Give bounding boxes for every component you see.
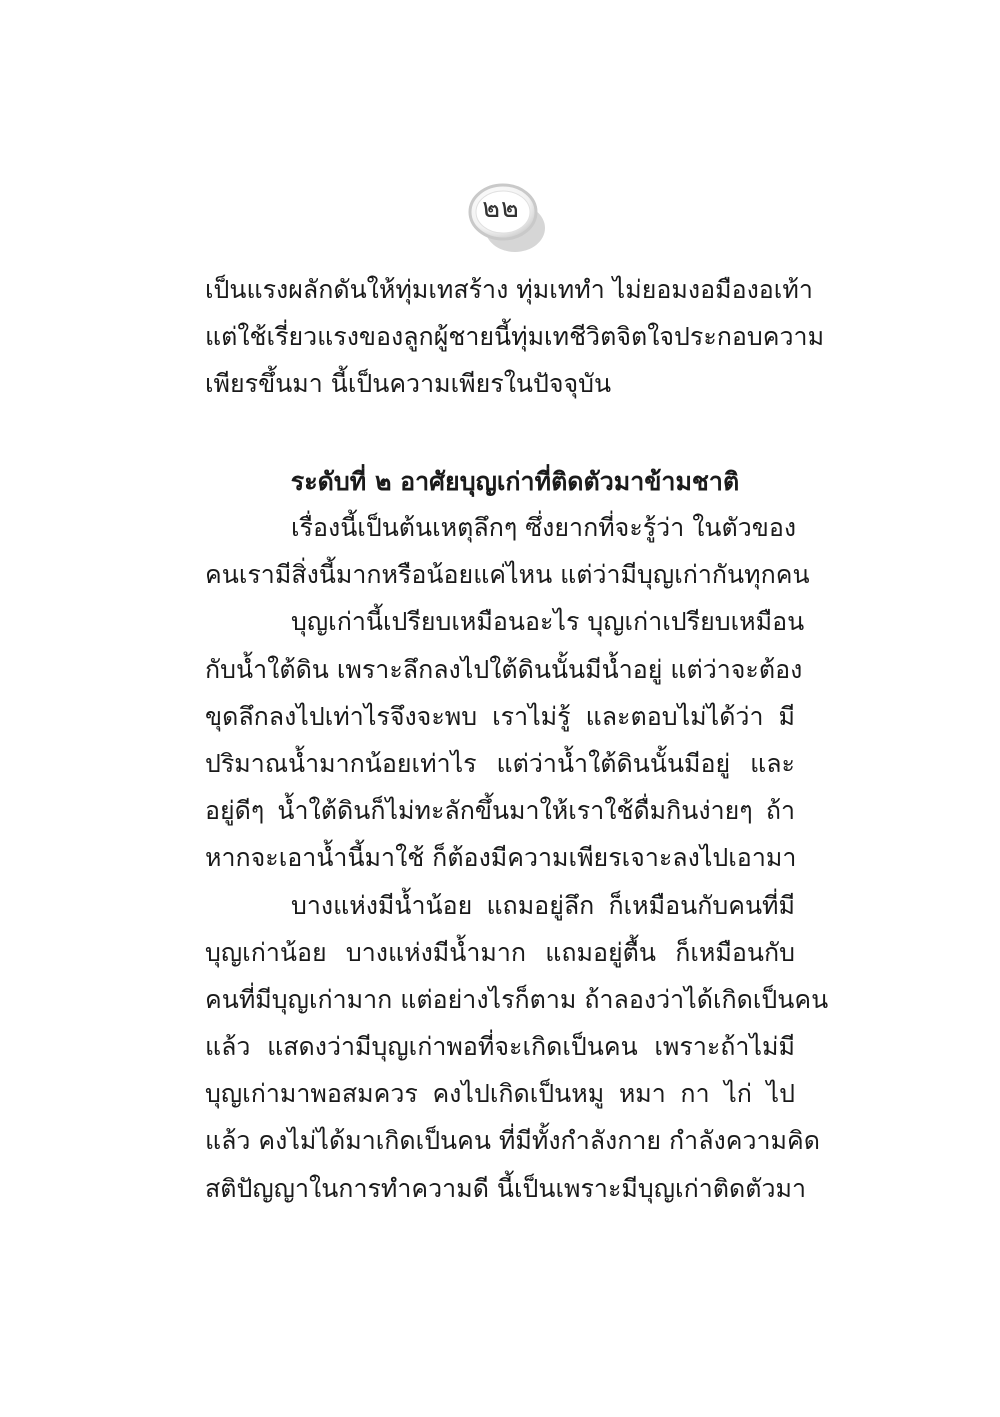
- text-line: คนเรามีสิ่งนี้มากหรือน้อยแค่ไหน แต่ว่ามีบุญเก่ากันทุกคน: [205, 560, 810, 590]
- text-line: แต่ใช้เรี่ยวแรงของลูกผู้ชายนี้ทุ่มเทชีวิตจิตใจประกอบความ: [205, 322, 825, 351]
- text-line: อยู่ดีๆ น้ำใต้ดินก็ไม่ทะลักขึ้นมาให้เราใช้ดื่มกินง่ายๆ ถ้า: [205, 796, 795, 826]
- text-line: กับน้ำใต้ดิน เพราะลึกลงไปใต้ดินนั้นมีน้ำอยู่ แต่ว่าจะต้อง: [205, 654, 803, 684]
- text-line: บุญเก่าน้อย บางแห่งมีน้ำมาก แถมอยู่ตื้น ก็เหมือนกับ: [205, 937, 795, 967]
- text-line: คนที่มีบุญเก่ามาก แต่อย่างไรก็ตาม ถ้าลองว่าได้เกิดเป็นคน: [205, 984, 829, 1014]
- text-line: สติปัญญาในการทำความดี นี้เป็นเพราะมีบุญเก่าติดตัวมา: [205, 1173, 807, 1203]
- text-line: ปริมาณน้ำมากน้อยเท่าไร แต่ว่าน้ำใต้ดินนั้นมีอยู่ และ: [205, 748, 795, 778]
- text-line: หากจะเอาน้ำนี้มาใช้ ก็ต้องมีความเพียรเจาะลงไปเอามา: [205, 843, 797, 873]
- text-line: แล้ว คงไม่ได้มาเกิดเป็นคน ที่มีทั้งกำลังกาย กำลังความคิด: [205, 1126, 820, 1156]
- text-line: บุญเก่านี้เปรียบเหมือนอะไร บุญเก่าเปรียบเหมือน: [291, 607, 805, 637]
- text-line: ขุดลึกลงไปเท่าไรจึงจะพบ เราไม่รู้ และตอบไม่ได้ว่า มี: [205, 701, 795, 731]
- page-number: ๒๒: [482, 193, 520, 224]
- text-line: เรื่องนี้เป็นต้นเหตุลึกๆ ซึ่งยากที่จะรู้ว่า ในตัวของ: [291, 513, 797, 542]
- text-line: บุญเก่ามาพอสมควร คงไปเกิดเป็นหมู หมา กา ไก่ ไป: [205, 1079, 795, 1109]
- body-text: [205, 504, 829, 1212]
- text-line: บางแห่งมีน้ำน้อย แถมอยู่ลึก ก็เหมือนกับคนที่มี: [291, 890, 795, 920]
- intro-paragraph: [205, 266, 825, 407]
- text-line: แล้ว แสดงว่ามีบุญเก่าพอที่จะเกิดเป็นคน เพราะถ้าไม่มี: [205, 1032, 795, 1062]
- page-number-badge: [463, 178, 547, 256]
- text-line: เพียรขึ้นมา นี้เป็นความเพียรในปัจจุบัน: [205, 369, 612, 398]
- text-line: เป็นแรงผลักดันให้ทุ่มเทสร้าง ทุ่มเททำ ไม่ยอมงอมืองอเท้า: [205, 275, 813, 304]
- section-heading: ระดับที่ ๒ อาศัยบุญเก่าที่ติดตัวมาข้ามชาติ: [290, 467, 740, 496]
